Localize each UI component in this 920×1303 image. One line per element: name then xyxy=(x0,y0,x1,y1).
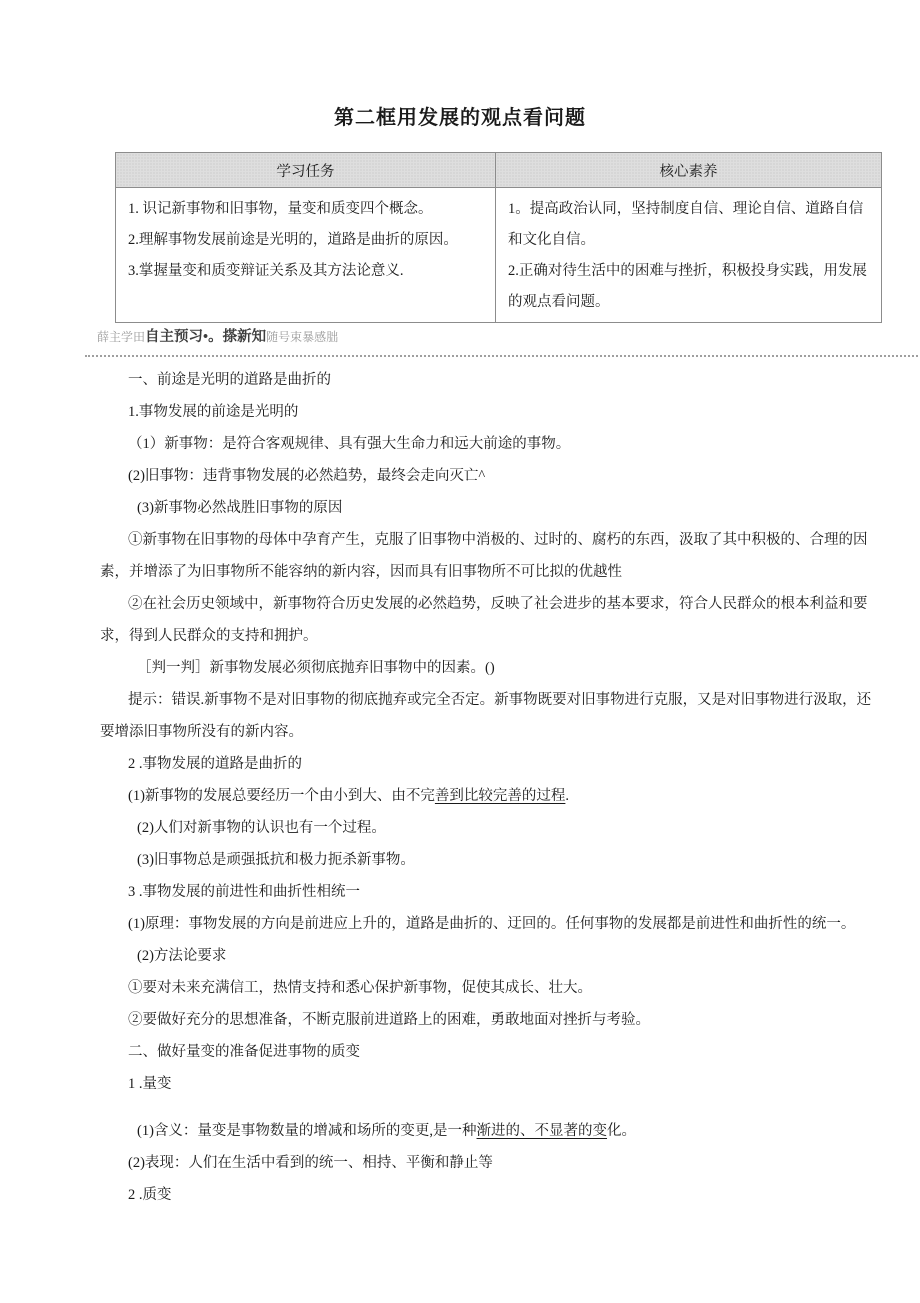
learning-task-item: 1. 识记新事物和旧事物，量变和质变四个概念。 xyxy=(128,201,433,217)
text-run: (3)旧事物总是顽强抵抗和极力扼杀新事物。 xyxy=(137,852,415,868)
text-run: 提示：错误.新事物不是对旧事物的彻底抛弃或完全否定。新事物既要对旧事物进行克服，又是对旧事物进行汲取，还要增添旧事物所没有的新内容。 xyxy=(100,692,872,740)
core-competency-item: 1。提高政治认同，坚持制度自信、理论自信、道路自信和文化自信。 xyxy=(508,201,864,248)
text-run: ②要做好充分的思想准备，不断克服前进道路上的困难，勇敢地面对挫折与考验。 xyxy=(128,1012,650,1028)
table-header-core-competencies: 核心素养 xyxy=(496,153,882,188)
text-run: (2)旧事物：违背事物发展的必然趋势，最终会走向灭亡^ xyxy=(128,468,486,484)
underlined-text: 善到比较完善的过程 xyxy=(434,788,566,804)
text-run: ①要对未来充满信工，热情支持和悉心保护新事物，促使其成长、壮大。 xyxy=(128,980,592,996)
text-run: (1)含义：量变是事物数量的增减和场所的变更,是一种 xyxy=(137,1123,477,1139)
learning-objectives-table xyxy=(115,152,882,323)
text-run: ①新事物在旧事物的母体中孕育产生，克服了旧事物中消极的、过时的、腐朽的东西，汲取了其中积极的、合理的因素，并增添了为旧事物所不能容纳的新内容，因而具有旧事物所不可比拟的优越性 xyxy=(100,532,868,580)
text-run: (1)原理：事物发展的方向是前进应上升的，道路是曲折的、迂回的。任何事物的发展都是前进性和曲折性的统一。 xyxy=(128,916,856,932)
underlined-text: 渐进的、不显著的变 xyxy=(476,1123,608,1139)
paragraph xyxy=(100,780,880,812)
paragraph xyxy=(100,652,880,684)
text-run: 2 .事物发展的道路是曲折的 xyxy=(128,756,302,772)
table-header-row xyxy=(116,153,882,188)
banner-separator: •。 xyxy=(203,329,223,345)
core-competency-item: 2.正确对待生活中的困难与挫折，积极投身实践，用发展的观点看问题。 xyxy=(508,263,867,310)
core-competencies-cell xyxy=(496,188,882,323)
text-run: ［判一判］新事物发展必须彻底抛弃旧事物中的因素。() xyxy=(137,660,495,676)
content-area xyxy=(100,364,880,1211)
banner-suffix-text: 随号束暴感朏 xyxy=(266,330,339,344)
table-body-row xyxy=(116,188,882,323)
learning-task-item: 3.掌握量变和质变辩证关系及其方法论意义. xyxy=(128,263,404,279)
paragraph xyxy=(100,684,880,748)
paragraph xyxy=(100,1179,880,1211)
text-run: 1 .量变 xyxy=(128,1076,172,1092)
paragraph xyxy=(100,876,880,908)
table-header-learning-tasks: 学习任务 xyxy=(116,153,496,188)
section-divider-line xyxy=(85,355,918,357)
text-run: (3)新事物必然战胜旧事物的原因 xyxy=(137,500,343,516)
paragraph xyxy=(100,524,880,588)
paragraph xyxy=(100,1147,880,1179)
banner-prefix-text: 薛主学田 xyxy=(97,330,146,344)
paragraph xyxy=(100,972,880,1004)
text-run: (2)人们对新事物的认识也有一个过程。 xyxy=(137,820,386,836)
text-run: 一、前途是光明的道路是曲折的 xyxy=(128,372,331,388)
learning-task-item: 2.理解事物发展前途是光明的，道路是曲折的原因。 xyxy=(128,232,458,248)
paragraph xyxy=(100,908,880,940)
paragraph xyxy=(100,588,880,652)
paragraph xyxy=(100,396,880,428)
banner-explore-knowledge-label: 搽新知 xyxy=(222,329,267,345)
text-run: （1）新事物：是符合客观规律、具有强大生命力和远大前途的事物。 xyxy=(128,436,571,452)
text-run: (2)方法论要求 xyxy=(137,948,227,964)
paragraph xyxy=(100,1036,880,1068)
text-run: . xyxy=(565,788,570,804)
paragraph xyxy=(100,492,880,524)
learning-tasks-cell xyxy=(116,188,496,323)
paragraph xyxy=(100,364,880,396)
text-run: 化。 xyxy=(607,1123,637,1139)
paragraph xyxy=(100,1068,880,1100)
text-run: (2)表现：人们在生活中看到的统一、相持、平衡和静止等 xyxy=(128,1155,493,1171)
text-run: 3 .事物发展的前进性和曲折性相统一 xyxy=(128,884,360,900)
paragraph xyxy=(100,940,880,972)
paragraph xyxy=(100,1115,880,1147)
paragraph xyxy=(100,1004,880,1036)
paragraph xyxy=(100,812,880,844)
text-run: 二、做好量变的准备促进事物的质变 xyxy=(128,1044,360,1060)
text-run: 2 .质变 xyxy=(128,1187,172,1203)
page-title: 第二框用发展的观点看问题 xyxy=(334,107,586,129)
banner-self-study-label: 自主预习 xyxy=(145,329,204,345)
text-run: (1)新事物的发展总要经历一个由小到大、由不完 xyxy=(128,788,435,804)
paragraph xyxy=(100,460,880,492)
section-banner xyxy=(97,329,880,346)
paragraph xyxy=(100,748,880,780)
text-run: ②在社会历史领域中，新事物符合历史发展的必然趋势，反映了社会进步的基本要求，符合人民群众的根本利益和要求，得到人民群众的支持和拥护。 xyxy=(100,596,868,644)
paragraph xyxy=(100,428,880,460)
text-run: 1.事物发展的前途是光明的 xyxy=(128,404,299,420)
paragraph xyxy=(100,844,880,876)
